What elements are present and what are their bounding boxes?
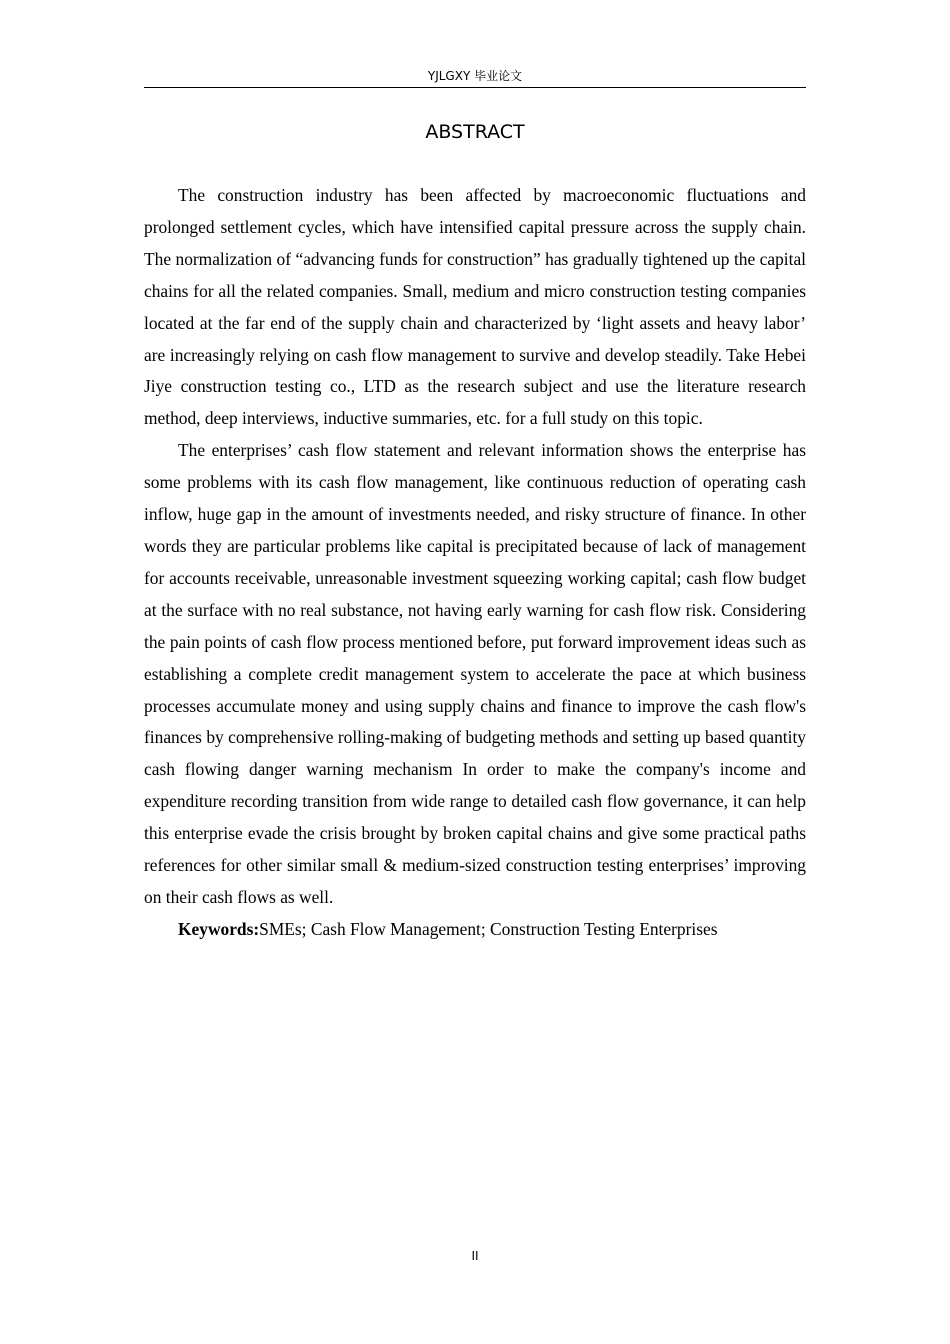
- page-header: YJLGXY 毕业论文: [427, 69, 523, 83]
- keywords-text: SMEs; Cash Flow Management; Construction Testing Enterprises: [259, 918, 718, 939]
- abstract-paragraph-1: The construction industry has been affected by macroeconomic fluctuations and prolonged settlement cycles, which have intensified capital pressure across the supply chain. The normalization of “advancing funds for construction” has gradually tightened up the capital chains for all the related companies. Small, medium and micro construction testing companies located at the far end of the supply chain and characterized by ‘light assets and heavy labor’ are increasingly relying on cash flow management to survive and develop steadily. Take Hebei Jiye construction testing co., LTD as the research subject and use the literature research method, deep interviews, inductive summaries, etc. for a full study on this topic.: [144, 185, 806, 429]
- abstract-paragraph-2: The enterprises’ cash flow statement and relevant information shows the enterprise has some problems with its cash flow management, like continuous reduction of operating cash inflow, huge gap in the amount of investments needed, and risky structure of finance. In other words they are particular problems like capital is precipitated because of lack of management for accounts receivable, unreasonable investment squeezing working capital; cash flow budget at the surface with no real substance, not having early warning for cash flow risk. Considering the pain points of cash flow process mentioned before, put forward improvement ideas such as establishing a complete credit management system to accelerate the pace at which business processes accumulate money and using supply chains and finance to improve the cash flow's finances by comprehensive rolling-making of budgeting methods and setting up based quantity cash flowing danger warning mechanism In order to make the company's income and expenditure recording transition from wide range to detailed cash flow governance, it can help this enterprise evade the crisis brought by broken capital chains and give some practical paths references for other similar small & medium-sized construction testing enterprises’ improving on their cash flows as well.: [144, 440, 806, 907]
- abstract-title: ABSTRACT: [425, 121, 525, 143]
- header-rule: [144, 87, 806, 88]
- keywords-line: [144, 914, 806, 946]
- page-number: II: [471, 1249, 479, 1263]
- keywords-label: Keywords:: [178, 918, 260, 939]
- abstract-body: [144, 180, 806, 946]
